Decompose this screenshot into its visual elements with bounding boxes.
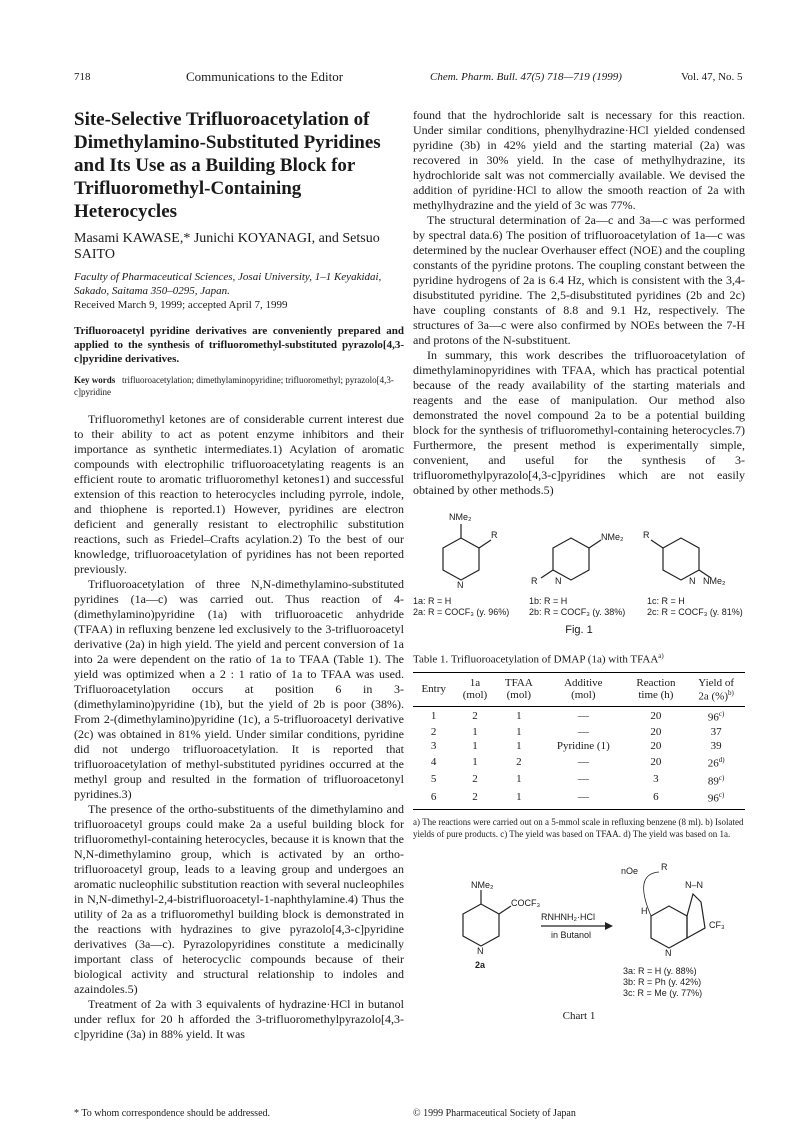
figure-1 [413,510,745,640]
table-cell [413,739,454,753]
table-cell [625,788,688,809]
label-2b: 2b: R = COCF₃ (y. 38%) [529,607,626,617]
chart-1 [413,854,745,1029]
solvent-label: in Butanol [551,929,592,940]
table-row [413,788,745,809]
label-1a: 1a: R = H [413,596,452,606]
label-nme2: NMe₂ [601,532,624,542]
table-cell [496,725,542,739]
figure-1-structures [413,510,745,610]
table-cell [496,771,542,789]
cell-value: 1 [516,739,522,752]
cell-value: 5 [430,773,437,786]
cell-value: 1 [472,739,478,752]
cell-value: 2 [472,710,478,723]
table-cell [454,753,495,771]
affiliation: Faculty of Pharmaceutical Sciences, Josai University, 1–1 Keyakidai, Sakado, Saitama 350–0295, Japan. [74,271,382,297]
col-header-1a: 1a (mol) [454,672,495,707]
cell-value: 6 [430,791,437,804]
label-1c: 1c: R = H [647,596,685,606]
cell-value: — [577,755,589,768]
cell-value: 2 [472,773,478,786]
cell-value: 89 [707,775,719,788]
label-n: N [555,576,562,586]
cell-value: — [577,791,589,804]
table-cell [687,788,745,809]
cell-value: 96 [707,792,719,805]
table-cell [413,753,454,771]
table-cell [687,707,745,725]
paragraph: Trifluoromethyl ketones are of considerable current interest due to their ability to act as potent enzyme inhibitors and their importance as synthetic intermediates.1) Acylation of aromatic compounds with electrophilic trifluoroacetylating reagents is an efficient route to aromatic trifluoromethyl ketones1) and successful extension of this reaction to heterocycles including pyrrole, indole, and thiophene is reported.1) However, pyridines are electron deficient and generally resistant to electrophilic substitution reactions, such as Friedel–Crafts acylation.2) To the best of our knowledge, trifluoroacetylation of pyridines has not been reported previously. [74,412,404,576]
table-cell [496,739,542,753]
cell-value: 96 [707,711,719,724]
cell-value: 1 [516,791,522,804]
cell-value: — [577,725,589,738]
cell-footnote-mark: c) [718,710,725,719]
paragraph: Trifluoroacetylation of three N,N-dimethylamino-substituted pyridines (1a—c) was carried out. Thus reaction of 4-(dimethylamino)pyridine (1a) with trifluoroacetic anhydride (TFAA) in refluxing benzene led exclusively to the 3-trifluoroacetyl derivative (2a) in high yield. The yield and percent conversion of 1a into 2a were dependent on the ratio of 1a to TFAA (Table 1). The yield was optimized when a 2 : 1 ratio of 1a to TFAA was used. Trifluoroacetylation occurs at position 6 in 3-(dimethylamino)pyridine (1b), but the yield of 2b is poor (38%). From 2-(dimethylamino)pyridine (1c), a 5-trifluoroacetyl derivative (2c) was obtained in 81% yield. Under similar conditions, pyridine did not undergo trifluoroacetylation. It is reported that trifluoroacetylation of methyl-substituted pyridines occurred at the methyl group and resulted in the formation of trifluoroacetonyl pyridines.3) [74,577,404,801]
col-header-yield-text: Yield of 2a (%) [698,676,734,703]
cell-value: 3 [653,773,659,786]
table-cell [542,707,625,725]
table-cell [413,771,454,789]
table-cell [542,771,625,789]
page-number: 718 [74,71,91,83]
table-cell [687,725,745,739]
cell-footnote-mark: c) [718,791,725,800]
keywords-label: Key words [74,375,116,385]
section-title: Communications to the Editor [186,69,344,84]
cell-value: 1 [472,755,478,768]
paragraph: found that the hydrochloride salt is necessary for this reaction. Under similar conditions, phenylhydrazine·HCl yielded condensed pyridine (3b) in 42% yield and the starting material (2a) was recovered in 30% yield. In the case of methylhydrazine, its hydrochloride salt was not commercially available. We devised the addition of pyridine·HCl to allow the smooth reaction of 2a with methylhydrazine and the yield of 3c was 77%. [413,108,745,212]
cell-value: 20 [650,725,662,738]
volume-info: Vol. 47, No. 5 [681,71,743,83]
cell-value: 2 [472,791,478,804]
table-body [413,707,745,810]
table-cell [542,788,625,809]
label-r: R [491,530,498,540]
col-header-yield [687,672,745,707]
figure-1-caption: Fig. 1 [565,624,593,636]
table-cell [687,739,745,753]
table-1-notes: a) The reactions were carried out on a 5-mmol scale in refluxing benzene (8 ml). b) Isolated yields of pure products. c) The yield was based on TFAA. d) The yield was based on 1a. [413,816,744,839]
table-1-caption-text: Table 1. Trifluoroacetylation of DMAP (1a) with TFAA [413,653,659,666]
table-cell [454,771,495,789]
label-2a: 2a: R = COCF₃ (y. 96%) [413,607,510,617]
table-cell [496,788,542,809]
col-header-time: Reaction time (h) [625,672,688,707]
product-3b: 3b: R = Ph (y. 42%) [623,976,702,987]
footnote: * To whom correspondence should be addressed. [74,1108,271,1119]
table-cell [625,739,688,753]
chart-label-h: H [641,905,648,916]
article-title: Site-Selective Trifluoroacetylation of Dimethylamino-Substituted Pyridines and Its Use as a Building Block for Trifluoromethyl-Containing Heterocycles [74,109,381,222]
chart-label-n: N [477,945,484,956]
cell-value: — [577,773,589,786]
col-header-entry: Entry [413,672,454,707]
authors: Masami KAWASE,* Junichi KOYANAGI, and Setsuo SAITO [74,231,380,262]
table-cell [542,725,625,739]
noe-label: nOe [621,865,639,876]
table-cell [542,753,625,771]
paragraph: In summary, this work describes the trifluoroacetylation of dimethylaminopyridines with TFAA, which has practical potential because of the ready availability of the starting materials and reagents and the ease of manipulation. Our method also demonstrated the novel compound 2a to be a potential building block for the synthesis of trifluoromethyl-containing heterocycles.7) Furthermore, the present method is experimentally simple, convenient, and useful for the synthesis of 3-trifluoromethylpyrazolo[4,3-c]pyridines which are not easily obtained by other methods.5) [413,348,745,497]
cell-value: 1 [472,725,478,738]
product-3c: 3c: R = Me (y. 77%) [623,987,703,998]
chart-label-cf3: CF₃ [709,919,725,930]
label-1b: 1b: R = H [529,596,568,606]
keywords [74,374,404,398]
reagent-label: RNHNH₂·HCl [541,911,595,922]
journal-citation: Chem. Pharm. Bull. 47(5) 718—719 (1999) [430,71,622,83]
label-nme2: NMe₂ [703,576,726,586]
table-cell [625,725,688,739]
cell-value: 6 [653,791,659,804]
table-cell [625,707,688,725]
col-header-tfaa: TFAA (mol) [496,672,542,707]
label-nme2: NMe₂ [449,512,472,522]
table-1-caption-sup: a) [658,652,664,660]
cell-value: 39 [710,739,722,752]
product-3a: 3a: R = H (y. 88%) [623,965,697,976]
chart-label-r: R [661,861,668,872]
table-cell [413,725,454,739]
table-cell [454,725,495,739]
cell-value: 4 [430,755,437,768]
label-2c: 2c: R = COCF₃ (y. 81%) [647,607,743,617]
body-text-right [413,108,745,498]
cell-value: — [577,710,589,723]
chart-label-2a: 2a [475,959,486,970]
table-row [413,707,745,725]
paragraph: The structural determination of 2a—c and 3a—c was performed by spectral data.6) The position of trifluoroacetylation of 1a—c was determined by the nuclear Overhauser effect (NOE) and the coupling constants of the pyridine protons. The coupling constant between the pyridine hydrogens of 2a is 6.4 Hz, which is consistent with the 3,4-disubstituted pyridine. The 2,5-disubstituted pyridines (2b and 2c) have coupling constants of 8.8 and 9.1 Hz, respectively. The structures of 3a—c were also confirmed by NOEs between the 7-H and protons of the N-substituent. [413,213,745,347]
chart-label-nme2: NMe₂ [471,879,494,890]
table-cell [454,739,495,753]
cell-value: 37 [710,725,722,738]
cell-footnote-mark: c) [718,773,725,782]
cell-value: 1 [516,773,522,786]
table-cell [454,788,495,809]
cell-footnote-mark: d) [718,755,725,764]
cell-value: 26 [707,757,719,770]
chart-label-cocf3: COCF₃ [511,897,541,908]
label-r: R [643,530,650,540]
received-date: Received March 9, 1999; accepted April 7, 1999 [74,299,288,311]
keywords-text: trifluoroacetylation; dimethylaminopyridine; trifluoromethyl; pyrazolo[4,3-c]pyridine [74,375,394,397]
paragraph: The presence of the ortho-substituents of the dimethylamino and trifluoroacetyl groups could make 2a a useful building block for trifluoromethyl-containing heterocycles, because it is known that the N,N-dimethylamino group, which is activated by an ortho-trifluoroacetyl group, leads to a leaving group and undergoes an aromatic nucleophilic substitution reaction with several nucleophiles in N,N-dimethyl-2,4-bistrifluoroacetyl-1-naphthylamine.4) Thus the utility of 2a as a trifluoromethyl building block is demonstrated in the reactions with hydrazines to give pyrazolo[4,3-c]pyridine derivatives (3a—c). Pyrazolopyridines constitute a medicinally important class of heterocyclic compounds because of their biological activity and structural relationship to indoles and azaindoles.5) [74,802,404,996]
cell-value: 1 [516,710,522,723]
cell-value: 2 [516,755,522,768]
label-n: N [457,580,464,590]
left-column [74,108,404,1042]
table-cell [413,788,454,809]
cell-value: Pyridine (1) [556,739,610,752]
table-row [413,739,745,753]
table-cell [496,753,542,771]
chart-1-caption: Chart 1 [562,1009,596,1022]
abstract: Trifluoroacetyl pyridine derivatives are conveniently prepared and applied to the synthesis of trifluoromethyl-substituted pyrazolo[4,3-c]pyridine derivatives. [74,325,404,365]
cell-value: 2 [430,725,437,738]
table-1-caption [413,652,745,666]
table-row [413,725,745,739]
table-cell [625,753,688,771]
table-row [413,753,745,771]
cell-value: 20 [650,739,662,752]
table-row [413,771,745,789]
table-header-row [413,672,745,707]
table-cell [496,707,542,725]
table-cell [625,771,688,789]
table-cell [687,753,745,771]
col-header-yield-sup: b) [728,688,734,697]
cell-value: 1 [430,710,437,723]
table-1 [413,672,745,810]
copyright: © 1999 Pharmaceutical Society of Japan [413,1108,576,1119]
label-n: N [689,576,696,586]
table-cell [413,707,454,725]
right-column [413,108,745,1029]
label-r: R [531,576,538,586]
cell-value: 20 [650,710,662,723]
body-text-left [74,412,404,1042]
paragraph: Treatment of 2a with 3 equivalents of hydrazine·HCl in butanol under reflux for 20 h afforded the 3-trifluoromethylpyrazolo[4,3-c]pyridine (3a) in 88% yield. It was [74,997,404,1041]
col-header-additive: Additive (mol) [542,672,625,707]
cell-value: 20 [650,755,662,768]
chart-label-nn: N–N [685,879,704,890]
chart-label-n: N [665,947,672,958]
table-cell [454,707,495,725]
table-cell [542,739,625,753]
table-cell [687,771,745,789]
cell-value: 3 [430,739,437,752]
cell-value: 1 [516,725,522,738]
